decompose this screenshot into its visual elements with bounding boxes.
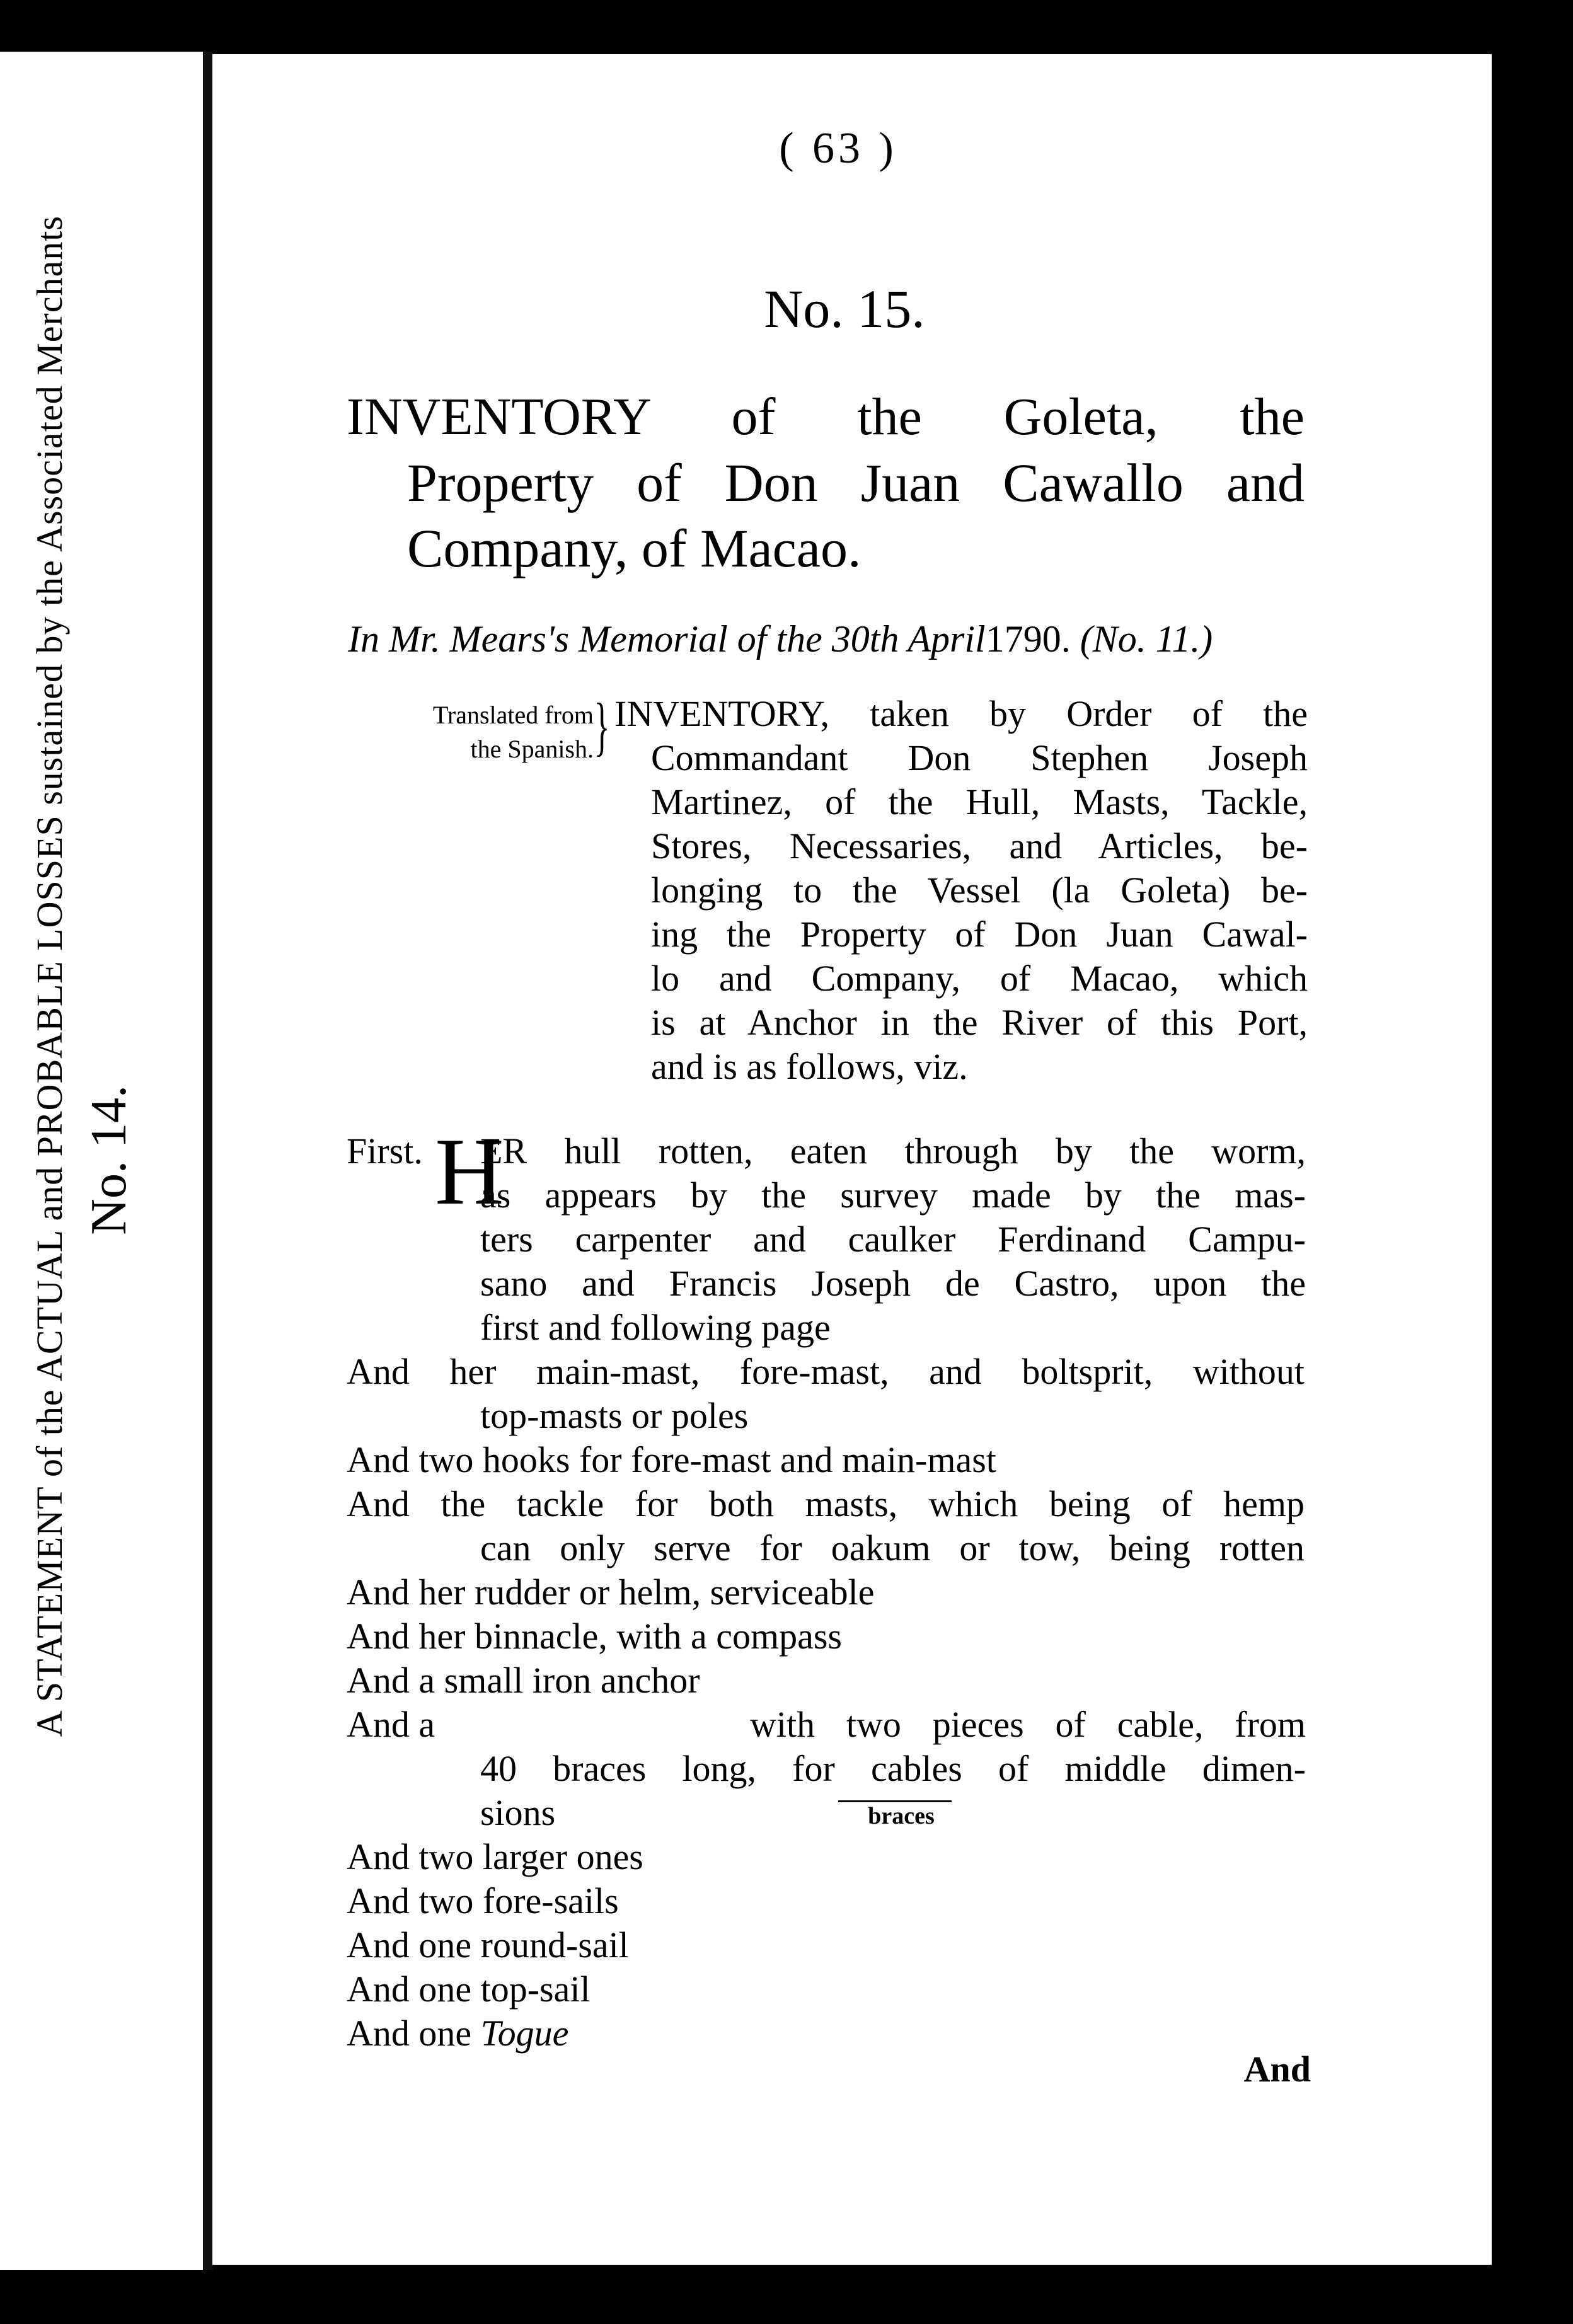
title-line-1: INVENTORY of the Goleta, the: [347, 388, 1305, 446]
list-item: [347, 1570, 1305, 1614]
intro-line: Commandant Don Stephen Joseph: [651, 737, 1308, 778]
gap-entry-line-2: 40 braces long, for cables of middle dimen-: [480, 1748, 1306, 1789]
catchword: And: [1243, 2049, 1311, 2090]
book-spine: [203, 52, 212, 2270]
list-item-text: And one round-sail: [347, 1924, 629, 1965]
title-line-2: Property of Don Juan Cawallo and: [407, 452, 1305, 513]
intro-line: Stores, Necessaries, and Articles, be-: [651, 825, 1308, 866]
left-page-spine-title: A STATEMENT of the ACTUAL and PROBABLE LOSSES sustained by the Associated Merchants: [29, 216, 70, 1737]
gap-entry-start: And a: [347, 1704, 435, 1745]
brace-icon: }: [594, 690, 610, 762]
first-entry-text: [480, 1129, 1306, 1350]
list-item: [347, 1967, 1305, 2011]
intro-line: and is as follows, viz.: [651, 1046, 968, 1087]
document-number: No. 15.: [764, 279, 925, 339]
gap-entry-line-3: sions: [480, 1792, 556, 1833]
intro-line: INVENTORY, taken by Order of the: [614, 693, 1308, 734]
translated-note-line-1: Translated from: [432, 701, 594, 729]
memorial-reference: [348, 618, 1306, 661]
first-entry-line: sano and Francis Joseph de Castro, upon the: [480, 1263, 1306, 1304]
reference-text: In Mr. Mears's Memorial of the 30th April: [348, 618, 986, 660]
list-item-text: And her rudder or helm, serviceable: [347, 1572, 875, 1613]
list-item-text: And her binnacle, with a compass: [347, 1616, 843, 1657]
list-item: [347, 1879, 1305, 1923]
intro-line: lo and Company, of Macao, which: [651, 958, 1308, 999]
list-item-continuation: can only serve for oakum or tow, being rotten: [480, 1527, 1305, 1568]
list-item: [347, 1482, 1305, 1570]
list-item: [347, 1923, 1305, 1967]
translated-note-line-2: the Spanish.: [470, 735, 594, 763]
list-item: [347, 2011, 1305, 2056]
list-item-text: And one top-sail: [347, 1969, 591, 2010]
intro-line: ing the Property of Don Juan Cawal-: [651, 914, 1308, 955]
list-item: [347, 1835, 1305, 1879]
intro-line: longing to the Vessel (la Goleta) be-: [651, 870, 1308, 911]
list-item: [347, 1350, 1305, 1438]
reference-number: (No. 11.): [1080, 618, 1213, 660]
first-entry-label: First.: [347, 1130, 423, 1171]
first-entry-line: ters carpenter and caulker Ferdinand Campu-: [480, 1219, 1306, 1260]
list-item-text: [347, 2011, 1305, 2056]
list-item-text: And her main-mast, fore-mast, and boltsprit, without: [347, 1351, 1305, 1392]
first-entry-line: as appears by the survey made by the mas-: [480, 1175, 1306, 1216]
first-entry: [347, 1119, 1306, 1350]
margin-note: braces: [868, 1803, 935, 1829]
first-entry-line: first and following page: [480, 1307, 831, 1348]
intro-line: Martinez, of the Hull, Masts, Tackle,: [651, 781, 1308, 822]
list-item-text: And two fore-sails: [347, 1880, 619, 1921]
list-item-text: And the tackle for both masts, which being of hemp: [347, 1483, 1305, 1524]
list-item-continuation: top-masts or poles: [480, 1395, 749, 1436]
last-entry-italic: Togue: [480, 2013, 569, 2054]
drop-cap: H: [435, 1119, 504, 1224]
inventory-list: [347, 1119, 1306, 2056]
intro-line: is at Anchor in the River of this Port,: [651, 1002, 1308, 1043]
list-item: [347, 1438, 1305, 1482]
left-page-number: No. 14.: [81, 1085, 137, 1235]
reference-year: 1790.: [985, 618, 1071, 660]
translated-note: [348, 698, 594, 766]
left-page: [0, 52, 203, 2270]
list-item: [347, 1614, 1305, 1659]
page-title: [347, 384, 1305, 581]
title-line-3: Company, of Macao.: [407, 518, 861, 578]
gap-entry-after-blank: with two pieces of cable, from: [750, 1704, 1306, 1745]
first-entry-line: ER hull rotten, eaten through by the worm,: [480, 1130, 1306, 1171]
page-number: ( 63 ): [779, 124, 897, 173]
list-item: [347, 1659, 1305, 1703]
list-item-text: And two hooks for fore-mast and main-mast: [347, 1439, 996, 1480]
list-item-with-blank: [347, 1703, 1305, 1835]
list-item-text: And a small iron anchor: [347, 1660, 700, 1701]
intro-paragraph: [614, 692, 1308, 1089]
list-item-text: And two larger ones: [347, 1836, 643, 1877]
last-entry-prefix: And one: [347, 2013, 472, 2054]
